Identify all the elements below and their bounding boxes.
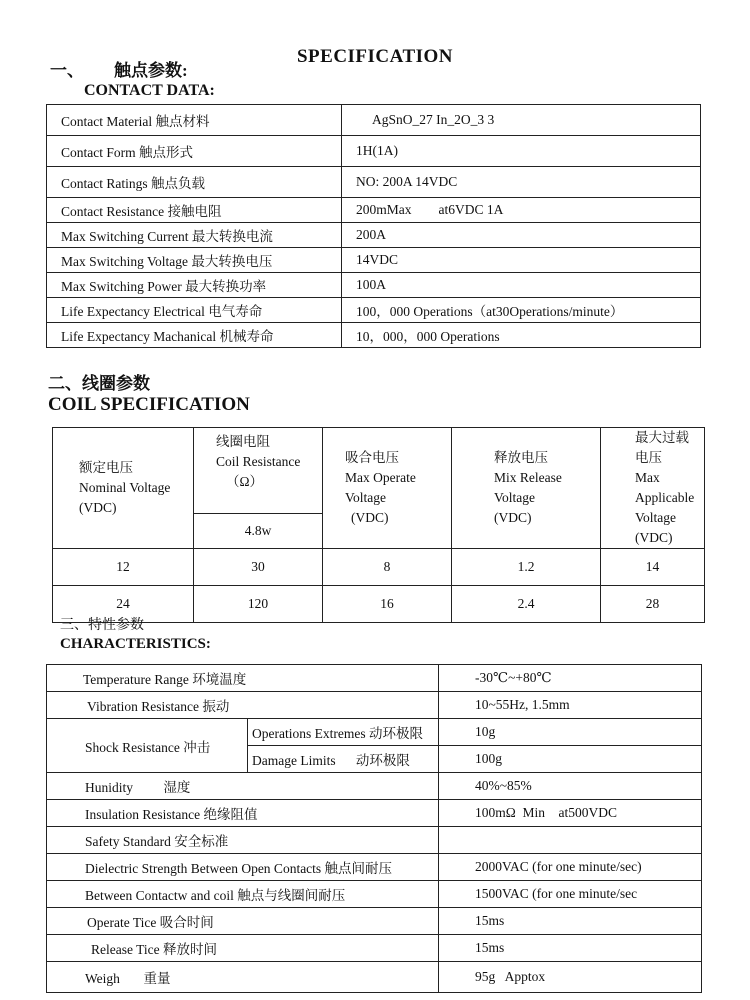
mix-release-en: Mix Release	[494, 470, 562, 485]
shock-label: Shock Resistance 冲击	[47, 719, 248, 773]
nominal-voltage-header	[53, 428, 194, 549]
contact-section-number: 一、	[50, 61, 84, 80]
max-switching-power-value: 100A	[342, 273, 701, 298]
safety-label: Safety Standard 安全标准	[47, 827, 439, 854]
max-switching-current-label: Max Switching Current 最大转换电流	[47, 223, 342, 248]
contact-material-value: AgSnO_27 In_2O_3 3	[342, 105, 701, 136]
table-row	[47, 665, 702, 692]
contact-data-table	[46, 104, 701, 348]
max-applicable-unit: (VDC)	[635, 530, 673, 545]
operations-extremes-value: 10g	[439, 719, 702, 746]
characteristics-section-cn: 三、特性参数	[60, 618, 144, 633]
damage-limits-value: 100g	[439, 746, 702, 773]
table-row	[47, 136, 701, 167]
table-row	[47, 298, 701, 323]
between-label: Between Contactw and coil 触点与线圈间耐压	[47, 881, 439, 908]
contact-section-cn: 触点参数:	[114, 61, 188, 80]
nominal-voltage-cn: 额定电压	[79, 460, 133, 475]
mix-release-header	[452, 428, 601, 549]
coil-resistance-cn: 线圈电阻	[216, 434, 270, 449]
coil-resistance-en: Coil Resistance	[216, 454, 301, 469]
contact-form-value: 1H(1A)	[342, 136, 701, 167]
table-row	[47, 248, 701, 273]
coil-cell: 14	[601, 549, 705, 586]
life-mechanical-value: 10，000，000 Operations	[342, 323, 701, 348]
max-applicable-en: Max Applicable	[635, 470, 695, 505]
coil-cell: 120	[194, 586, 323, 623]
table-row	[47, 323, 701, 348]
coil-cell: 2.4	[452, 586, 601, 623]
coil-section-cn: 二、线圈参数	[48, 374, 150, 393]
table-row	[47, 908, 702, 935]
temperature-value: -30℃~+80℃	[439, 665, 702, 692]
weight-value: 95g Apptox	[439, 962, 702, 993]
table-row	[47, 827, 702, 854]
damage-limits-label: Damage Limits 动环极限	[248, 746, 439, 773]
coil-cell: 30	[194, 549, 323, 586]
nominal-voltage-en: Nominal Voltage	[79, 480, 171, 495]
table-row	[47, 881, 702, 908]
coil-cell: 24	[53, 586, 194, 623]
operations-extremes-label: Operations Extremes 动环极限	[248, 719, 439, 746]
max-operate-unit: (VDC)	[351, 510, 389, 525]
max-applicable-en2: Voltage	[635, 510, 676, 525]
max-operate-header	[323, 428, 452, 549]
table-row	[47, 223, 701, 248]
max-operate-cn: 吸合电压	[345, 450, 399, 465]
coil-cell: 16	[323, 586, 452, 623]
table-row	[47, 719, 702, 746]
coil-resistance-header	[194, 428, 323, 514]
contact-section-heading	[50, 56, 188, 81]
between-value: 1500VAC (for one minute/sec	[439, 881, 702, 908]
table-row	[47, 773, 702, 800]
characteristics-section-en: CHARACTERISTICS:	[60, 636, 211, 652]
contact-form-label: Contact Form 触点形式	[47, 136, 342, 167]
mix-release-unit: (VDC)	[494, 510, 532, 525]
max-operate-en2: Voltage	[345, 490, 386, 505]
life-electrical-label: Life Expectancy Electrical 电气寿命	[47, 298, 342, 323]
dielectric-label: Dielectric Strength Between Open Contacts 触点间耐压	[47, 854, 439, 881]
table-row	[47, 198, 701, 223]
table-row	[47, 692, 702, 719]
coil-cell: 1.2	[452, 549, 601, 586]
coil-cell: 12	[53, 549, 194, 586]
life-electrical-value: 100，000 Operations（at30Operations/minute）	[342, 298, 701, 323]
coil-resistance-power: 4.8w	[194, 514, 323, 549]
table-row	[47, 273, 701, 298]
max-switching-voltage-label: Max Switching Voltage 最大转换电压	[47, 248, 342, 273]
release-time-value: 15ms	[439, 935, 702, 962]
contact-ratings-value: NO: 200A 14VDC	[342, 167, 701, 198]
dielectric-value: 2000VAC (for one minute/sec)	[439, 854, 702, 881]
max-applicable-cn: 最大过载电压	[635, 430, 689, 465]
vibration-value: 10~55Hz, 1.5mm	[439, 692, 702, 719]
operate-time-label: Operate Tice 吸合时间	[47, 908, 439, 935]
table-row	[47, 800, 702, 827]
temperature-label: Temperature Range 环境温度	[47, 665, 439, 692]
contact-resistance-label: Contact Resistance 接触电阻	[47, 198, 342, 223]
contact-ratings-label: Contact Ratings 触点负载	[47, 167, 342, 198]
table-row	[47, 167, 701, 198]
table-row	[53, 586, 705, 623]
humidity-value: 40%~85%	[439, 773, 702, 800]
coil-cell: 28	[601, 586, 705, 623]
contact-resistance-value: 200mMax at6VDC 1A	[342, 198, 701, 223]
insulation-value: 100mΩ Min at500VDC	[439, 800, 702, 827]
page-title: SPECIFICATION	[296, 46, 454, 67]
coil-resistance-unit: （Ω）	[226, 474, 264, 489]
table-row	[47, 105, 701, 136]
release-time-label: Release Tice 释放时间	[47, 935, 439, 962]
vibration-label: Vibration Resistance 振动	[47, 692, 439, 719]
table-row	[47, 854, 702, 881]
nominal-voltage-unit: (VDC)	[79, 500, 117, 515]
table-row	[47, 962, 702, 993]
humidity-label: Hunidity 湿度	[47, 773, 439, 800]
characteristics-table	[46, 664, 702, 993]
mix-release-en2: Voltage	[494, 490, 535, 505]
weight-label: Weigh 重量	[47, 962, 439, 993]
coil-spec-table	[52, 427, 705, 623]
safety-value	[439, 827, 702, 854]
max-switching-power-label: Max Switching Power 最大转换功率	[47, 273, 342, 298]
coil-section-en: COIL SPECIFICATION	[48, 394, 250, 415]
table-row	[53, 428, 705, 514]
operate-time-value: 15ms	[439, 908, 702, 935]
insulation-label: Insulation Resistance 绝缘阻值	[47, 800, 439, 827]
max-switching-current-value: 200A	[342, 223, 701, 248]
table-row	[53, 549, 705, 586]
max-operate-en: Max Operate	[345, 470, 416, 485]
max-switching-voltage-value: 14VDC	[342, 248, 701, 273]
contact-section-en: CONTACT DATA:	[84, 82, 215, 99]
max-applicable-header	[601, 428, 705, 549]
coil-cell: 8	[323, 549, 452, 586]
mix-release-cn: 释放电压	[494, 450, 548, 465]
life-mechanical-label: Life Expectancy Machanical 机械寿命	[47, 323, 342, 348]
table-row	[47, 935, 702, 962]
contact-material-label: Contact Material 触点材料	[47, 105, 342, 136]
